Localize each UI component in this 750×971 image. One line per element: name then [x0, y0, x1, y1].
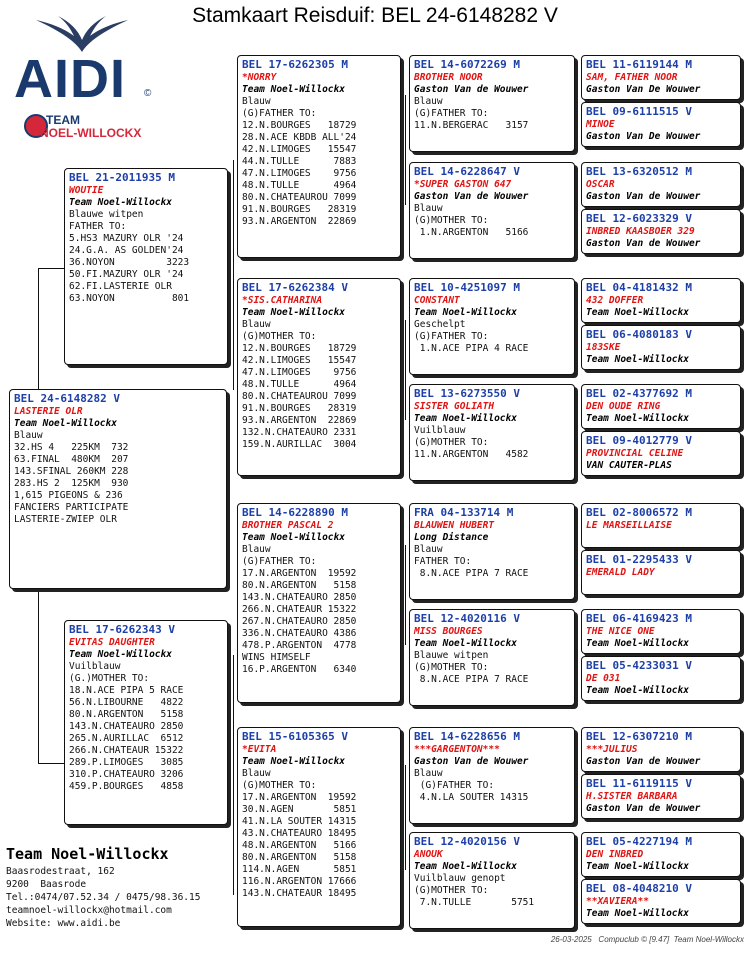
ring-number: BEL 06-4169423 M [586, 612, 692, 625]
connector [405, 765, 406, 870]
ring-number: BEL 11-6119115 V [586, 777, 692, 790]
bird-name: THE NICE ONE [586, 626, 655, 637]
bird-line: 143.N.CHATEAURO 2850 [69, 721, 184, 732]
bird-card-ff[interactable] [237, 55, 401, 258]
bird-card-g9[interactable] [581, 503, 741, 548]
bird-owner: Team Noel-Willockx [242, 756, 345, 767]
bird-line: (G)FATHER TO: [414, 780, 495, 791]
bird-line: (G)FATHER TO: [414, 108, 489, 119]
bird-line: 30.N.AGEN 5851 [242, 804, 357, 815]
ring-number: BEL 06-4080183 V [586, 328, 692, 341]
bird-owner: Team Noel-Willockx [586, 413, 689, 424]
logo-text: AIDI [14, 49, 126, 109]
bird-line: 42.N.LIMOGES 15547 [242, 355, 357, 366]
bird-owner: Team Noel-Willockx [242, 307, 345, 318]
bird-line: 47.N.LIMOGES 9756 [242, 168, 357, 179]
bird-line: Vuilblauw genopt [414, 873, 506, 884]
bird-line: 80.N.ARGENTON 5158 [242, 580, 357, 591]
bird-card-mmf[interactable] [409, 727, 575, 824]
bird-card-g4[interactable] [581, 209, 741, 254]
footer-address: Baasrodestraat, 162 [6, 866, 115, 877]
bird-owner: Team Noel-Willockx [586, 354, 689, 365]
bird-card-fmf[interactable] [409, 278, 575, 375]
ring-number: BEL 02-4377692 M [586, 387, 692, 400]
bird-line: 41.N.LA SOUTER 14315 [242, 816, 357, 827]
bird-line: 1.N.ACE PIPA 4 RACE [414, 343, 529, 354]
bird-card-mother[interactable] [64, 620, 228, 825]
bird-line: Blauw [242, 544, 271, 555]
connector [233, 160, 234, 390]
bird-name: INBRED KAASBOER 329 [586, 226, 695, 237]
bird-line: 80.N.CHATEAUROU 7099 [242, 391, 357, 402]
bird-line: (G)MOTHER TO: [414, 215, 489, 226]
bird-line: 8.N.ACE PIPA 7 RACE [414, 568, 529, 579]
ring-number: BEL 09-6111515 V [586, 105, 692, 118]
bird-line: 44.N.TULLE 7883 [242, 156, 357, 167]
bird-owner: Team Noel-Willockx [242, 532, 345, 543]
bird-name: *NORRY [242, 72, 277, 83]
bird-card-g15[interactable] [581, 832, 741, 877]
bird-line: 478.P.ARGENTON 4778 [242, 640, 357, 651]
bird-line: 56.N.LIBOURNE 4822 [69, 697, 184, 708]
bird-line: Blauw [414, 203, 443, 214]
ring-number: BEL 12-4020156 V [414, 835, 520, 848]
bird-line: FATHER TO: [414, 556, 472, 567]
ring-number: BEL 09-4012779 V [586, 434, 692, 447]
bird-line: 36.NOYON 3223 [69, 257, 190, 268]
bird-line: 47.N.LIMOGES 9756 [242, 367, 357, 378]
bird-line: (G)FATHER TO: [242, 108, 317, 119]
bird-name: SISTER GOLIATH [414, 401, 495, 412]
bird-owner: Team Noel-Willockx [69, 649, 172, 660]
bird-owner: Gaston Van de Wouwer [586, 238, 701, 249]
bird-name: BLAUWEN HUBERT [414, 520, 495, 531]
bird-line: 93.N.ARGENTON 22869 [242, 216, 357, 227]
bird-line: 42.N.LIMOGES 15547 [242, 144, 357, 155]
ring-number: BEL 05-4233031 V [586, 659, 692, 672]
ring-number: BEL 12-4020116 V [414, 612, 520, 625]
bird-owner: Gaston Van De Wouwer [586, 131, 701, 142]
bird-line: 63.NOYON 801 [69, 293, 190, 304]
bird-line: 114.N.AGEN 5851 [242, 864, 357, 875]
bird-line: 48.N.TULLE 4964 [242, 379, 357, 390]
bird-name: OSCAR [586, 179, 615, 190]
bird-line: 266.N.CHATEAUR 15322 [69, 745, 184, 756]
bird-line: 459.P.BOURGES 4858 [69, 781, 184, 792]
bird-line: Blauw [414, 544, 443, 555]
bird-line: Vuilblauw [69, 661, 121, 672]
bird-owner: Team Noel-Willockx [586, 685, 689, 696]
ring-number: BEL 17-6262384 V [242, 281, 348, 294]
bird-name: MISS BOURGES [414, 626, 483, 637]
bird-line: Blauw [242, 96, 271, 107]
footer-title: Team Noel-Willockx [6, 845, 169, 863]
bird-line: 11.N.ARGENTON 4582 [414, 449, 529, 460]
logo-team-line2: NOEL-WILLOCKX [40, 126, 142, 140]
bird-line: 1,615 PIGEONS & 236 [14, 490, 123, 501]
bird-owner: Gaston Van de Wouwer [414, 84, 529, 95]
bird-card-ffm[interactable] [409, 162, 575, 259]
footer-email[interactable]: teamnoel-willockx@hotmail.com [6, 905, 172, 916]
bird-name: DEN OUDE RING [586, 401, 661, 412]
bird-line: (G)MOTHER TO: [242, 780, 317, 791]
logo-registered: © [144, 88, 152, 99]
ring-number: BEL 08-4048210 V [586, 882, 692, 895]
bird-line: 50.FI.MAZURY OLR '24 [69, 269, 184, 280]
bird-line: (G)MOTHER TO: [414, 885, 489, 896]
bird-name: DEN INBRED [586, 849, 644, 860]
bird-name: CONSTANT [414, 295, 460, 306]
footer-phone: Tel.:0474/07.52.34 / 0475/98.36.15 [6, 892, 201, 903]
bird-card-main[interactable] [9, 389, 227, 589]
bird-line: 116.N.ARGENTON 17666 [242, 876, 357, 887]
bird-owner: Team Noel-Willockx [414, 638, 517, 649]
bird-line: WINS HIMSELF [242, 652, 311, 663]
bird-name: BROTHER PASCAL 2 [242, 520, 334, 531]
bird-line: Blauwe witpen [69, 209, 144, 220]
bird-owner: Team Noel-Willockx [14, 418, 117, 429]
bird-name: BROTHER NOOR [414, 72, 483, 83]
bird-card-mm[interactable] [237, 727, 401, 927]
ring-number: BEL 21-2011935 M [69, 171, 175, 184]
bird-card-g10[interactable] [581, 550, 741, 595]
bird-line: (G)MOTHER TO: [414, 437, 489, 448]
bird-card-g7[interactable] [581, 384, 741, 429]
bird-line: 43.N.CHATEAURO 18495 [242, 828, 357, 839]
bird-line: 80.N.ARGENTON 5158 [242, 852, 357, 863]
connector [405, 545, 406, 645]
bird-line: 12.N.BOURGES 18729 [242, 343, 357, 354]
bird-line: 265.N.AURILLAC 6512 [69, 733, 184, 744]
bird-name: **XAVIERA** [586, 896, 649, 907]
bird-line: Blauwe witpen [414, 650, 489, 661]
ring-number: BEL 14-6072269 M [414, 58, 520, 71]
bird-line: Blauw [414, 768, 443, 779]
bird-line: 159.N.AURILLAC 3004 [242, 439, 357, 450]
bird-line: Blauw [242, 319, 271, 330]
bird-owner: Gaston Van De Wouwer [586, 84, 701, 95]
bird-owner: Team Noel-Willockx [414, 307, 517, 318]
ring-number: BEL 12-6307210 M [586, 730, 692, 743]
ring-number: BEL 01-2295433 V [586, 553, 692, 566]
connector [38, 268, 64, 269]
bird-name: 432 DOFFER [586, 295, 644, 306]
bird-owner: VAN CAUTER-PLAS [586, 460, 672, 471]
bird-line: 310.P.CHATEAURO 3206 [69, 769, 184, 780]
bird-name: ***JULIUS [586, 744, 638, 755]
bird-card-fm[interactable] [237, 278, 401, 476]
bird-line: 11.N.BERGERAC 3157 [414, 120, 529, 131]
bird-line: (G)FATHER TO: [242, 556, 317, 567]
bird-line: 48.N.ARGENTON 5166 [242, 840, 357, 851]
bird-line: 16.P.ARGENTON 6340 [242, 664, 357, 675]
bird-line: 1.N.ARGENTON 5166 [414, 227, 529, 238]
ring-number: BEL 15-6105365 V [242, 730, 348, 743]
connector [38, 268, 39, 390]
bird-card-g1[interactable] [581, 55, 741, 100]
bird-line: 12.N.BOURGES 18729 [242, 120, 357, 131]
bird-owner: Team Noel-Willockx [586, 908, 689, 919]
bird-line: 132.N.CHATEAURO 2331 [242, 427, 357, 438]
bird-name: *SUPER GASTON 647 [414, 179, 512, 190]
ring-number: BEL 14-6228656 M [414, 730, 520, 743]
bird-card-g13[interactable] [581, 727, 741, 772]
bird-line: Blauw [14, 430, 43, 441]
ring-number: BEL 05-4227194 M [586, 835, 692, 848]
bird-line: 5.HS3 MAZURY OLR '24 [69, 233, 184, 244]
ring-number: BEL 13-6273550 V [414, 387, 520, 400]
bird-line: 7.N.TULLE 5751 [414, 897, 535, 908]
ring-number: BEL 14-6228647 V [414, 165, 520, 178]
bird-line: 91.N.BOURGES 28319 [242, 403, 357, 414]
bird-card-g12[interactable] [581, 656, 741, 701]
ring-number: BEL 17-6262305 M [242, 58, 348, 71]
footer-city: 9200 Baasrode [6, 879, 87, 890]
bird-card-g5[interactable] [581, 278, 741, 323]
footer-website[interactable]: Website: www.aidi.be [6, 918, 121, 929]
bird-line: 17.N.ARGENTON 19592 [242, 792, 357, 803]
connector [38, 763, 64, 764]
bird-line: FANCIERS PARTICIPATE [14, 502, 129, 513]
bird-line: (G)MOTHER TO: [242, 331, 317, 342]
ring-number: BEL 04-4181432 M [586, 281, 692, 294]
bird-line: 63.FINAL 480KM 207 [14, 454, 129, 465]
bird-owner: Gaston Van de Wouwer [586, 803, 701, 814]
bird-owner: Team Noel-Willockx [586, 861, 689, 872]
bird-name: MINOE [586, 119, 615, 130]
bird-line: 283.HS 2 125KM 930 [14, 478, 129, 489]
bird-line: 8.N.ACE PIPA 7 RACE [414, 674, 529, 685]
bird-line: 143.N.CHATEAURO 2850 [242, 592, 357, 603]
bird-line: 143.SFINAL 260KM 228 [14, 466, 129, 477]
bird-line: 289.P.LIMOGES 3085 [69, 757, 184, 768]
bird-owner: Long Distance [414, 532, 489, 543]
bird-line: LASTERIE-ZWIEP OLR [14, 514, 117, 525]
bird-owner: Team Noel-Willockx [242, 84, 345, 95]
bird-line: 93.N.ARGENTON 22869 [242, 415, 357, 426]
bird-owner: Team Noel-Willockx [414, 413, 517, 424]
bird-card-mmm[interactable] [409, 832, 575, 929]
bird-line: (G.)MOTHER TO: [69, 673, 150, 684]
bird-name: ANOUK [414, 849, 443, 860]
ring-number: BEL 02-8006572 M [586, 506, 692, 519]
bird-line: Vuilblauw [414, 425, 466, 436]
ring-number: BEL 13-6320512 M [586, 165, 692, 178]
bird-owner: Team Noel-Willockx [414, 861, 517, 872]
bird-name: H.SISTER BARBARA [586, 791, 678, 802]
connector [233, 655, 234, 895]
bird-owner: Gaston Van de Wouwer [586, 756, 701, 767]
bird-line: 32.HS 4 225KM 732 [14, 442, 129, 453]
bird-owner: Gaston Van de Wouwer [414, 191, 529, 202]
ring-number: FRA 04-133714 M [414, 506, 514, 519]
bird-line: 62.FI.LASTERIE OLR [69, 281, 172, 292]
bird-name: DE 031 [586, 673, 621, 684]
bird-line: 143.N.CHATEAUR 18495 [242, 888, 357, 899]
bird-owner: Team Noel-Willockx [69, 197, 172, 208]
aidi-logo [10, 14, 160, 140]
bird-line: 336.N.CHATEAURO 4386 [242, 628, 357, 639]
bird-name: EVITAS DAUGHTER [69, 637, 155, 648]
bird-line: 80.N.CHATEAUROU 7099 [242, 192, 357, 203]
bird-line: 91.N.BOURGES 28319 [242, 204, 357, 215]
bird-name: *SIS.CATHARINA [242, 295, 323, 306]
bird-card-g16[interactable] [581, 879, 741, 924]
bird-name: *EVITA [242, 744, 277, 755]
bird-line: FATHER TO: [69, 221, 127, 232]
bird-line: Blauw [242, 768, 271, 779]
bird-owner: Gaston Van de Wouwer [414, 756, 529, 767]
ring-number: BEL 11-6119144 M [586, 58, 692, 71]
bird-name: ***GARGENTON*** [414, 744, 500, 755]
bird-card-mf[interactable] [237, 503, 401, 703]
logo-team-line1: TEAM [46, 113, 80, 127]
connector [405, 320, 406, 420]
ring-number: BEL 10-4251097 M [414, 281, 520, 294]
bird-owner: Gaston Van de Wouwer [586, 191, 701, 202]
bird-card-mff[interactable] [409, 503, 575, 600]
ring-number: BEL 17-6262343 V [69, 623, 175, 636]
bird-owner: Team Noel-Willockx [586, 307, 689, 318]
bird-name: LE MARSEILLAISE [586, 520, 672, 531]
bird-card-g8[interactable] [581, 431, 741, 476]
bird-line: 267.N.CHATEAURO 2850 [242, 616, 357, 627]
bird-line: 266.N.CHATEAUR 15322 [242, 604, 357, 615]
bird-owner: Team Noel-Willockx [586, 638, 689, 649]
bird-line: Geschelpt [414, 319, 466, 330]
eagle-icon [32, 14, 132, 54]
print-stamp: 26-03-2025 Compuclub © [9.47] Team Noel-Willockx [550, 935, 744, 944]
bird-line: 48.N.TULLE 4964 [242, 180, 357, 191]
bird-name: PROVINCIAL CELINE [586, 448, 684, 459]
bird-name: WOUTIE [69, 185, 104, 196]
bird-card-mfm[interactable] [409, 609, 575, 706]
bird-card-g14[interactable] [581, 774, 741, 819]
bird-name: LASTERIE OLR [14, 406, 83, 417]
ring-number: BEL 12-6023329 V [586, 212, 692, 225]
connector [38, 588, 39, 763]
bird-card-g3[interactable] [581, 162, 741, 207]
bird-line: 24.G.A. AS GOLDEN'24 [69, 245, 184, 256]
bird-line: Blauw [414, 96, 443, 107]
connector [405, 95, 406, 205]
page-title: Stamkaart Reisduif: BEL 24-6148282 V [192, 4, 558, 27]
bird-line: 80.N.ARGENTON 5158 [69, 709, 184, 720]
bird-line: (G)MOTHER TO: [414, 662, 489, 673]
bird-card-g2[interactable] [581, 102, 741, 147]
bird-card-father[interactable] [64, 168, 228, 365]
bird-card-fff[interactable] [409, 55, 575, 152]
bird-name: SAM, FATHER NOOR [586, 72, 678, 83]
ring-number: BEL 14-6228890 M [242, 506, 348, 519]
bird-line: 17.N.ARGENTON 19592 [242, 568, 357, 579]
bird-line: 28.N.ACE KBDB ALL'24 [242, 132, 357, 143]
bird-name: 183SKE [586, 342, 621, 353]
bird-line: 4.N.LA SOUTER 14315 [414, 792, 529, 803]
bird-line: (G)FATHER TO: [414, 331, 489, 342]
bird-name: EMERALD LADY [586, 567, 655, 578]
bird-card-fmm[interactable] [409, 384, 575, 481]
bird-card-g11[interactable] [581, 609, 741, 654]
bird-card-g6[interactable] [581, 325, 741, 370]
bird-line: 18.N.ACE PIPA 5 RACE [69, 685, 184, 696]
ring-number: BEL 24-6148282 V [14, 392, 120, 405]
